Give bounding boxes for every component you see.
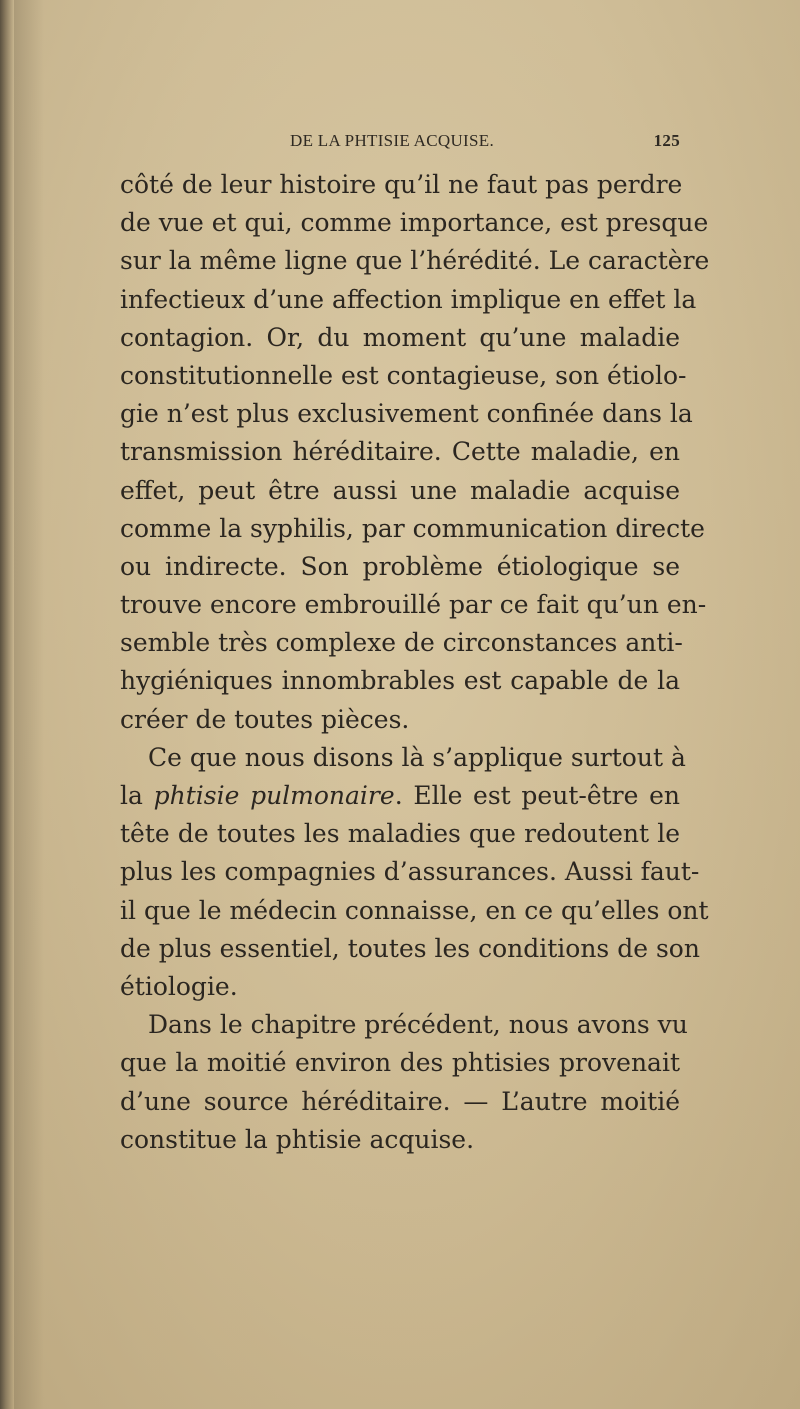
text-fragment: la [120, 781, 154, 810]
italic-term: phtisie pulmonaire [153, 781, 395, 810]
text-line: plus les compagnies d’assurances. Aussi faut- [120, 857, 700, 887]
text-line: comme la syphilis, par communication directe [120, 513, 705, 543]
text-line: constitue la phtisie acquise. [120, 1124, 475, 1154]
text-line: de vue et qui, comme importance, est presque [120, 208, 709, 238]
text-line: de plus essentiel, toutes les conditions de son [120, 933, 700, 963]
text-line: sur la même ligne que l’hérédité. Le caractère [120, 246, 710, 276]
running-head: DE LA PHTISIE ACQUISE. [290, 131, 494, 150]
text-line: constitutionnelle est contagieuse, son étiolo- [120, 360, 687, 390]
text-line: trouve encore embrouillé par ce fait qu’un en- [120, 590, 707, 620]
text-line: contagion. Or, du moment qu’une maladie [120, 322, 680, 352]
page-number: 125 [653, 131, 680, 150]
text-line: créer de toutes pièces. [120, 704, 410, 734]
page-binding-edge [0, 0, 14, 1409]
text-line: gie n’est plus exclusivement confinée dans la [120, 399, 693, 429]
text-line: Dans le chapitre précédent, nous avons vu [148, 1010, 688, 1040]
text-line: d’une source héréditaire. — L’autre moitié [120, 1086, 680, 1116]
text-line: hygiéniques innombrables est capable de la [120, 666, 680, 696]
text-line: infectieux d’une affection implique en effet la [120, 284, 697, 314]
text-line: ou indirecte. Son problème étiologique se [120, 551, 680, 581]
text-line: transmission héréditaire. Cette maladie, en [120, 437, 680, 467]
text-line: Ce que nous disons là s’applique surtout à [148, 742, 686, 772]
body-text [120, 166, 710, 1159]
text-line: côté de leur histoire qu’il ne faut pas perdre [120, 170, 683, 199]
text-line: semble très complexe de circonstances anti- [120, 628, 683, 658]
text-line: tête de toutes les maladies que redoutent le [120, 819, 680, 849]
text-line: que la moitié environ des phtisies provenait [120, 1048, 680, 1078]
text-fragment: . Elle est peut-être en [394, 781, 680, 810]
text-line-mixed [120, 777, 680, 815]
page-binding-shadow [14, 0, 44, 1409]
text-line: étiologie. [120, 971, 238, 1001]
text-line: effet, peut être aussi une maladie acquise [120, 475, 680, 505]
text-line: il que le médecin connaisse, en ce qu’elles ont [120, 895, 709, 925]
page-header [290, 131, 680, 155]
